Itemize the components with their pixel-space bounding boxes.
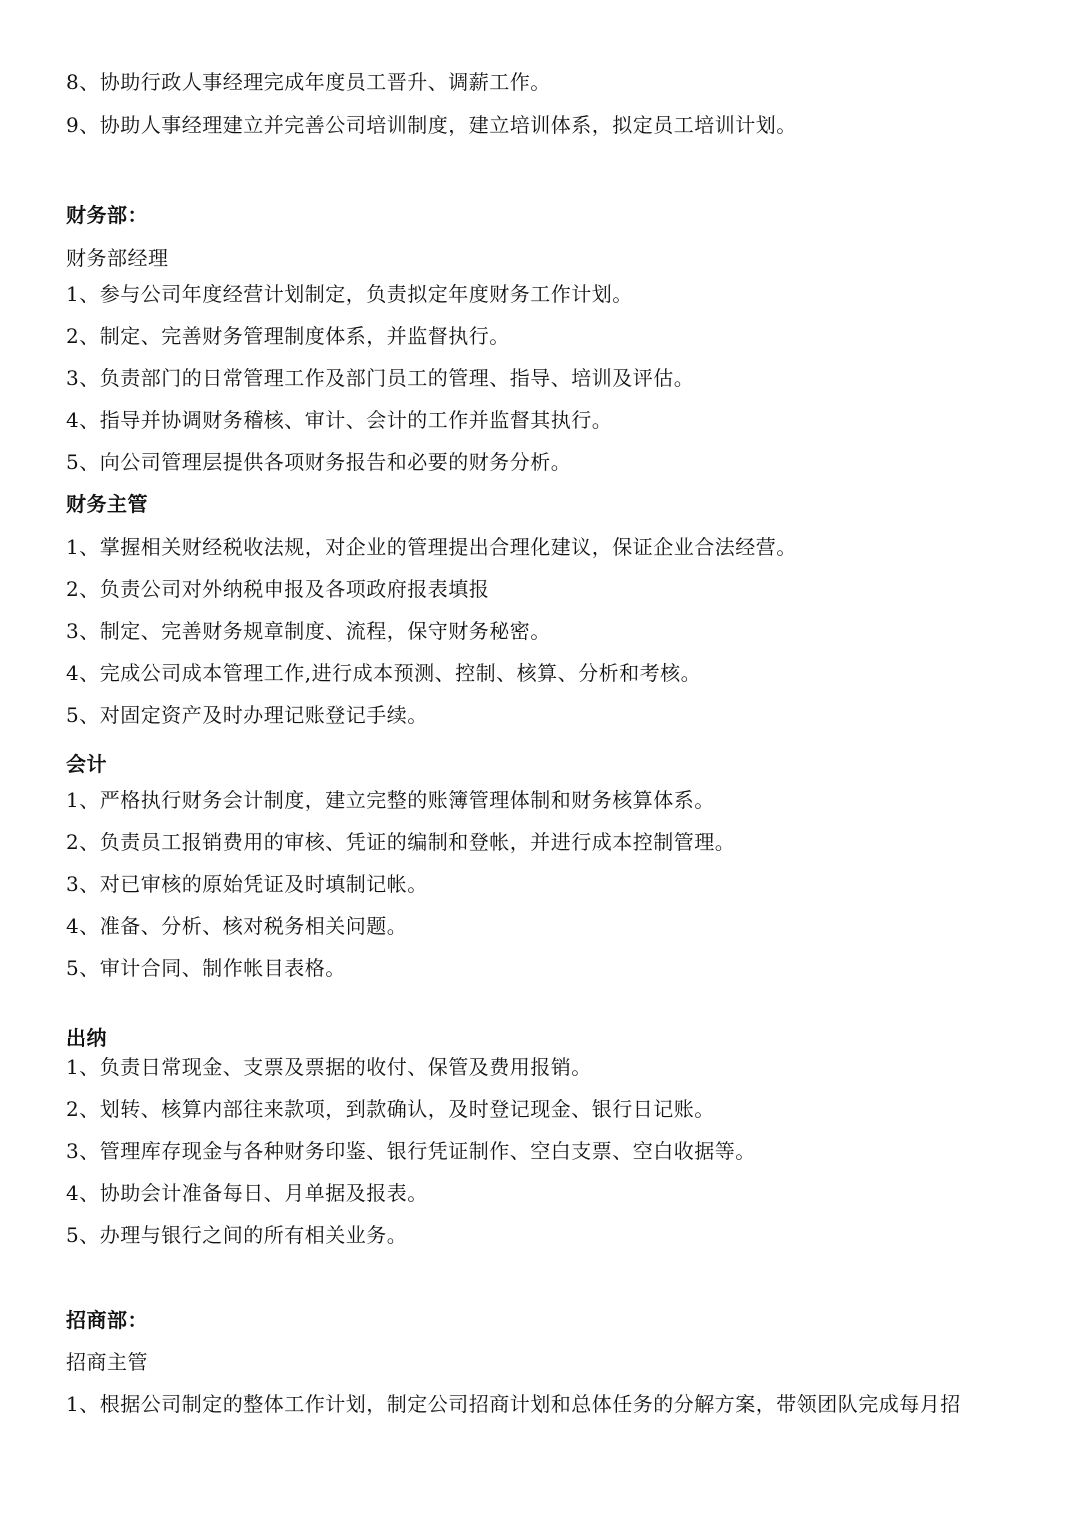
investment-section-heading: 招商部： bbox=[66, 1308, 148, 1332]
hr-item-8: 8、协助行政人事经理完成年度员工晋升、调薪工作。 bbox=[66, 70, 551, 94]
finance-supervisor-item-3: 3、制定、完善财务规章制度、流程，保守财务秘密。 bbox=[66, 619, 551, 643]
finance-supervisor-title: 财务主管 bbox=[66, 492, 148, 516]
finance-supervisor-item-2: 2、负责公司对外纳税申报及各项政府报表填报 bbox=[66, 577, 490, 601]
finance-manager-item-1: 1、参与公司年度经营计划制定，负责拟定年度财务工作计划。 bbox=[66, 282, 633, 306]
finance-supervisor-item-1: 1、掌握相关财经税收法规，对企业的管理提出合理化建议，保证企业合法经营。 bbox=[66, 535, 797, 559]
accountant-item-3: 3、对已审核的原始凭证及时填制记帐。 bbox=[66, 872, 428, 896]
cashier-title: 出纳 bbox=[66, 1026, 107, 1050]
cashier-item-1: 1、负责日常现金、支票及票据的收付、保管及费用报销。 bbox=[66, 1055, 592, 1079]
accountant-item-1: 1、严格执行财务会计制度，建立完整的账簿管理体制和财务核算体系。 bbox=[66, 788, 715, 812]
finance-manager-item-5: 5、向公司管理层提供各项财务报告和必要的财务分析。 bbox=[66, 450, 572, 474]
finance-manager-item-4: 4、指导并协调财务稽核、审计、会计的工作并监督其执行。 bbox=[66, 408, 613, 432]
hr-item-9: 9、协助人事经理建立并完善公司培训制度，建立培训体系，拟定员工培训计划。 bbox=[66, 113, 797, 137]
accountant-item-2: 2、负责员工报销费用的审核、凭证的编制和登帐，并进行成本控制管理。 bbox=[66, 830, 736, 854]
finance-supervisor-item-4: 4、完成公司成本管理工作,进行成本预测、控制、核算、分析和考核。 bbox=[66, 661, 702, 685]
finance-supervisor-item-5: 5、对固定资产及时办理记账登记手续。 bbox=[66, 703, 428, 727]
finance-manager-item-3: 3、负责部门的日常管理工作及部门员工的管理、指导、培训及评估。 bbox=[66, 366, 695, 390]
cashier-item-4: 4、协助会计准备每日、月单据及报表。 bbox=[66, 1181, 428, 1205]
cashier-item-3: 3、管理库存现金与各种财务印鉴、银行凭证制作、空白支票、空白收据等。 bbox=[66, 1139, 756, 1163]
investment-supervisor-item-1: 1、根据公司制定的整体工作计划，制定公司招商计划和总体任务的分解方案，带领团队完成每月招 bbox=[66, 1392, 961, 1416]
cashier-item-5: 5、办理与银行之间的所有相关业务。 bbox=[66, 1223, 408, 1247]
finance-manager-item-2: 2、制定、完善财务管理制度体系，并监督执行。 bbox=[66, 324, 510, 348]
accountant-item-4: 4、准备、分析、核对税务相关问题。 bbox=[66, 914, 408, 938]
investment-supervisor-title: 招商主管 bbox=[66, 1350, 148, 1374]
finance-section-heading: 财务部： bbox=[66, 203, 148, 227]
finance-manager-title: 财务部经理 bbox=[66, 246, 169, 270]
accountant-title: 会计 bbox=[66, 752, 107, 776]
accountant-item-5: 5、审计合同、制作帐目表格。 bbox=[66, 956, 346, 980]
cashier-item-2: 2、划转、核算内部往来款项，到款确认，及时登记现金、银行日记账。 bbox=[66, 1097, 715, 1121]
